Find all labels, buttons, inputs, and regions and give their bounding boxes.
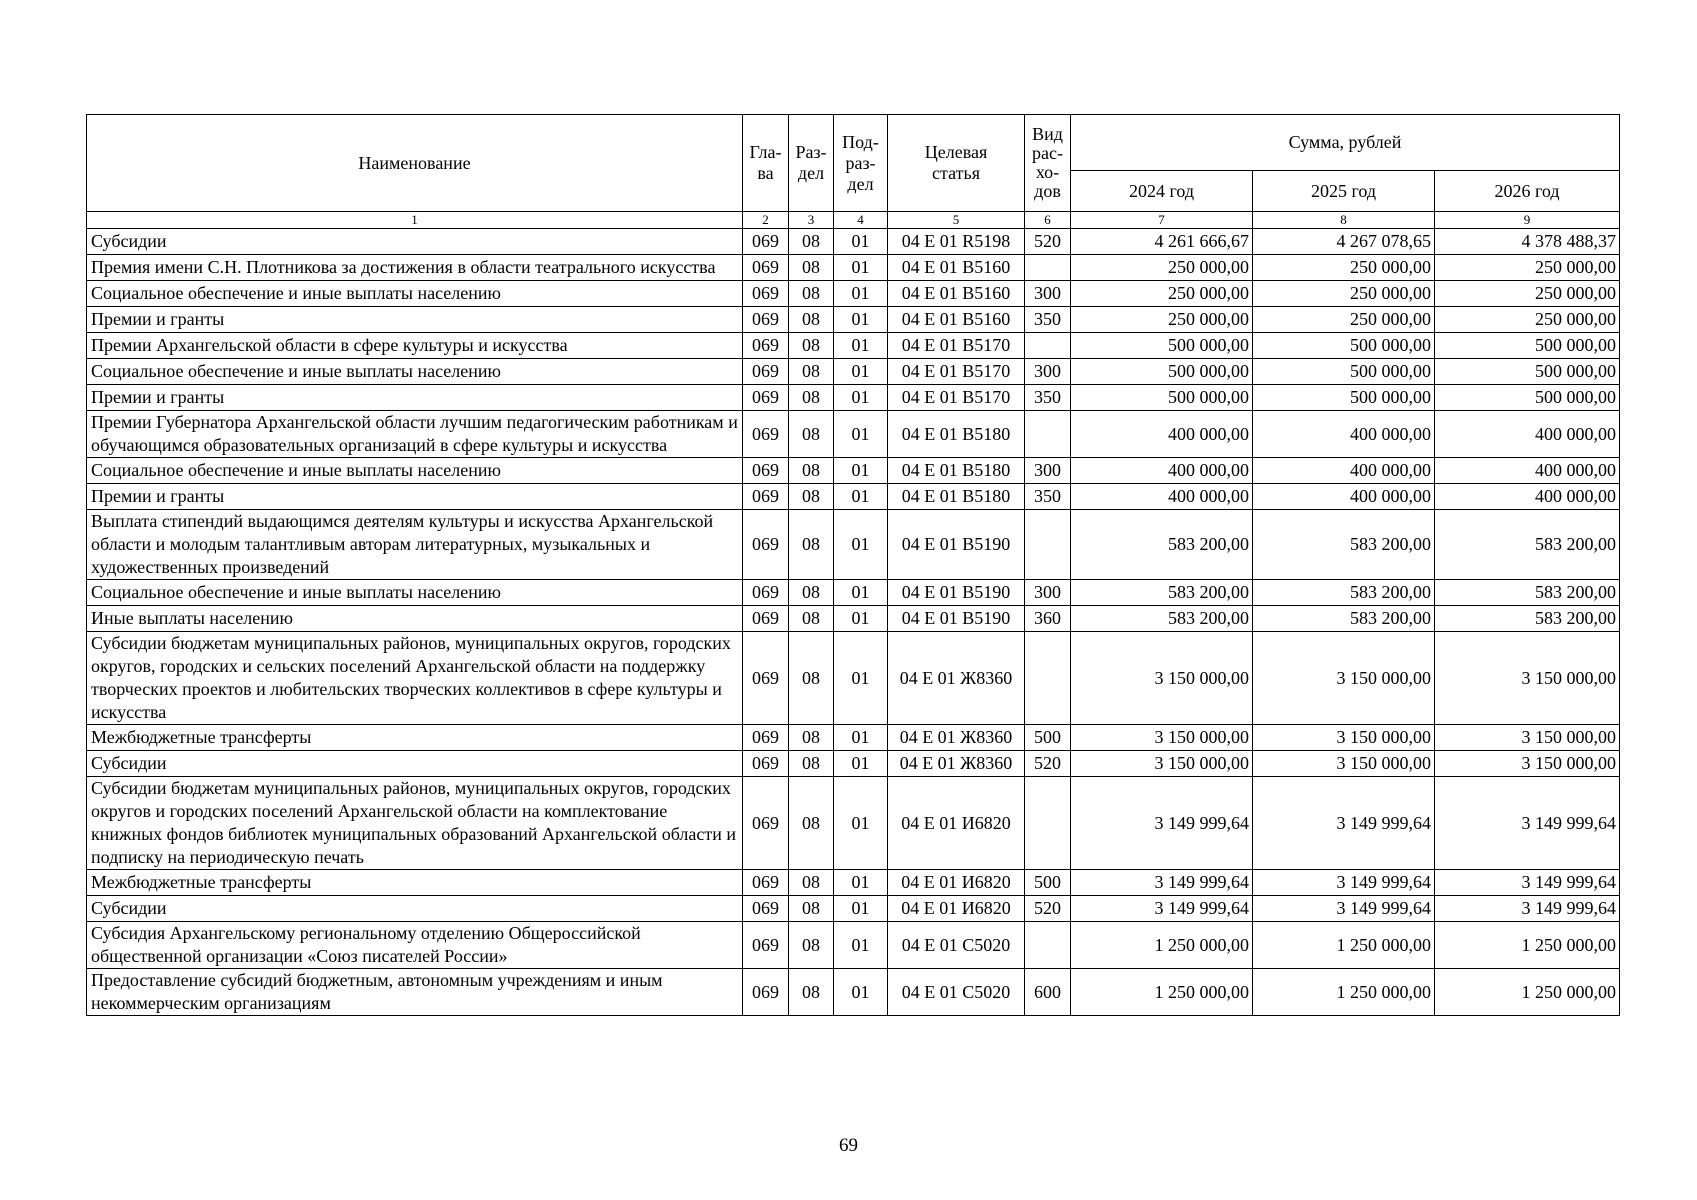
header-2025: 2025 год [1253, 171, 1435, 212]
header-glava: Гла- ва [743, 115, 789, 212]
row-vid [1025, 632, 1071, 725]
header-podrazdel: Под- раз- дел [834, 115, 888, 212]
row-sum-2025: 250 000,00 [1253, 307, 1435, 333]
row-vid: 520 [1025, 751, 1071, 777]
row-celevaya: 04 Е 01 Ж8360 [888, 725, 1025, 751]
row-vid: 300 [1025, 580, 1071, 606]
row-sum-2026: 500 000,00 [1435, 385, 1620, 411]
row-vid: 520 [1025, 229, 1071, 255]
table-row [87, 385, 1620, 411]
row-glava: 069 [743, 510, 789, 580]
row-podrazdel: 01 [834, 580, 888, 606]
table-row [87, 632, 1620, 725]
row-sum-2026: 400 000,00 [1435, 484, 1620, 510]
row-razdel: 08 [789, 484, 834, 510]
row-razdel: 08 [789, 777, 834, 870]
table-row [87, 777, 1620, 870]
row-sum-2024: 1 250 000,00 [1071, 969, 1253, 1016]
column-number: 2 [743, 212, 789, 229]
row-glava: 069 [743, 777, 789, 870]
row-vid: 350 [1025, 307, 1071, 333]
row-glava: 069 [743, 229, 789, 255]
row-podrazdel: 01 [834, 385, 888, 411]
row-glava: 069 [743, 870, 789, 896]
row-sum-2026: 583 200,00 [1435, 510, 1620, 580]
row-razdel: 08 [789, 751, 834, 777]
row-name: Субсидии бюджетам муниципальных районов, муниципальных округов, городских округов и городских поселений Архангельской области на комплектование книжных фондов библиотек муниципальных образований Архангельской области и подписку на периодическую печать [87, 777, 743, 870]
row-podrazdel: 01 [834, 411, 888, 458]
row-glava: 069 [743, 632, 789, 725]
row-sum-2025: 3 150 000,00 [1253, 725, 1435, 751]
row-glava: 069 [743, 458, 789, 484]
row-sum-2024: 500 000,00 [1071, 385, 1253, 411]
row-sum-2025: 400 000,00 [1253, 411, 1435, 458]
header-name: Наименование [87, 115, 743, 212]
row-name: Премии Губернатора Архангельской области лучшим педагогическим работникам и обучающимся образовательных организаций в сфере культуры и искусства [87, 411, 743, 458]
row-glava: 069 [743, 606, 789, 632]
row-celevaya: 04 Е 01 И6820 [888, 870, 1025, 896]
row-glava: 069 [743, 751, 789, 777]
table-row [87, 870, 1620, 896]
row-celevaya: 04 Е 01 В5180 [888, 458, 1025, 484]
row-podrazdel: 01 [834, 281, 888, 307]
table-row [87, 359, 1620, 385]
row-name: Субсидии [87, 751, 743, 777]
row-glava: 069 [743, 411, 789, 458]
row-celevaya: 04 Е 01 В5170 [888, 359, 1025, 385]
table-body [87, 229, 1620, 1016]
row-razdel: 08 [789, 281, 834, 307]
row-sum-2026: 500 000,00 [1435, 333, 1620, 359]
row-sum-2025: 500 000,00 [1253, 333, 1435, 359]
header-2024: 2024 год [1071, 171, 1253, 212]
row-razdel: 08 [789, 307, 834, 333]
table-row [87, 333, 1620, 359]
row-razdel: 08 [789, 632, 834, 725]
table-row [87, 255, 1620, 281]
table-row [87, 969, 1620, 1016]
row-sum-2024: 3 149 999,64 [1071, 777, 1253, 870]
row-sum-2026: 400 000,00 [1435, 458, 1620, 484]
row-vid: 500 [1025, 725, 1071, 751]
row-vid [1025, 411, 1071, 458]
row-sum-2025: 3 149 999,64 [1253, 870, 1435, 896]
row-celevaya: 04 Е 01 В5160 [888, 255, 1025, 281]
row-celevaya: 04 Е 01 В5160 [888, 281, 1025, 307]
row-name: Межбюджетные трансферты [87, 870, 743, 896]
row-razdel: 08 [789, 725, 834, 751]
row-vid: 360 [1025, 606, 1071, 632]
row-vid: 300 [1025, 458, 1071, 484]
row-razdel: 08 [789, 606, 834, 632]
row-podrazdel: 01 [834, 484, 888, 510]
row-celevaya: 04 Е 01 С5020 [888, 969, 1025, 1016]
table-row [87, 922, 1620, 969]
column-number: 4 [834, 212, 888, 229]
table-row [87, 229, 1620, 255]
row-vid [1025, 510, 1071, 580]
row-sum-2024: 3 150 000,00 [1071, 751, 1253, 777]
row-sum-2024: 583 200,00 [1071, 510, 1253, 580]
row-sum-2026: 3 149 999,64 [1435, 777, 1620, 870]
row-name: Иные выплаты населению [87, 606, 743, 632]
row-sum-2024: 400 000,00 [1071, 411, 1253, 458]
row-name: Социальное обеспечение и иные выплаты населению [87, 580, 743, 606]
row-sum-2026: 250 000,00 [1435, 281, 1620, 307]
row-celevaya: 04 Е 01 В5180 [888, 484, 1025, 510]
row-podrazdel: 01 [834, 896, 888, 922]
row-glava: 069 [743, 969, 789, 1016]
row-glava: 069 [743, 281, 789, 307]
row-sum-2025: 583 200,00 [1253, 580, 1435, 606]
row-sum-2024: 250 000,00 [1071, 281, 1253, 307]
row-vid: 350 [1025, 484, 1071, 510]
row-vid: 300 [1025, 281, 1071, 307]
row-glava: 069 [743, 922, 789, 969]
row-razdel: 08 [789, 896, 834, 922]
row-name: Социальное обеспечение и иные выплаты населению [87, 281, 743, 307]
row-sum-2025: 400 000,00 [1253, 458, 1435, 484]
row-sum-2024: 400 000,00 [1071, 458, 1253, 484]
table-row [87, 725, 1620, 751]
row-podrazdel: 01 [834, 333, 888, 359]
row-vid [1025, 922, 1071, 969]
row-sum-2024: 3 150 000,00 [1071, 725, 1253, 751]
row-sum-2026: 400 000,00 [1435, 411, 1620, 458]
row-razdel: 08 [789, 229, 834, 255]
row-name: Выплата стипендий выдающимся деятелям культуры и искусства Архангельской области и молодым талантливым авторам литературных, музыкальных и художественных произведений [87, 510, 743, 580]
row-sum-2025: 500 000,00 [1253, 359, 1435, 385]
row-podrazdel: 01 [834, 255, 888, 281]
row-glava: 069 [743, 385, 789, 411]
row-name: Субсидии бюджетам муниципальных районов, муниципальных округов, городских округов, городских и сельских поселений Архангельской области на поддержку творческих проектов и любительских творческих коллективов в сфере культуры и искусства [87, 632, 743, 725]
row-sum-2026: 3 150 000,00 [1435, 751, 1620, 777]
row-sum-2026: 1 250 000,00 [1435, 922, 1620, 969]
table-row [87, 411, 1620, 458]
column-number: 6 [1025, 212, 1071, 229]
row-razdel: 08 [789, 922, 834, 969]
row-sum-2024: 250 000,00 [1071, 255, 1253, 281]
row-sum-2026: 3 149 999,64 [1435, 896, 1620, 922]
row-sum-2024: 500 000,00 [1071, 333, 1253, 359]
row-sum-2024: 400 000,00 [1071, 484, 1253, 510]
row-sum-2025: 1 250 000,00 [1253, 969, 1435, 1016]
row-sum-2025: 400 000,00 [1253, 484, 1435, 510]
row-name: Премии и гранты [87, 385, 743, 411]
row-sum-2024: 500 000,00 [1071, 359, 1253, 385]
row-celevaya: 04 Е 01 С5020 [888, 922, 1025, 969]
row-sum-2026: 3 149 999,64 [1435, 870, 1620, 896]
row-celevaya: 04 Е 01 Ж8360 [888, 751, 1025, 777]
row-razdel: 08 [789, 385, 834, 411]
row-glava: 069 [743, 307, 789, 333]
row-glava: 069 [743, 333, 789, 359]
row-razdel: 08 [789, 411, 834, 458]
header-vid: Вид рас- хо- дов [1025, 115, 1071, 212]
row-podrazdel: 01 [834, 307, 888, 333]
row-sum-2026: 583 200,00 [1435, 606, 1620, 632]
row-glava: 069 [743, 359, 789, 385]
row-razdel: 08 [789, 969, 834, 1016]
column-number: 1 [87, 212, 743, 229]
header-summa: Сумма, рублей [1071, 115, 1620, 171]
row-sum-2024: 1 250 000,00 [1071, 922, 1253, 969]
row-vid [1025, 333, 1071, 359]
row-vid: 500 [1025, 870, 1071, 896]
header-2026: 2026 год [1435, 171, 1620, 212]
row-vid: 600 [1025, 969, 1071, 1016]
column-number: 9 [1435, 212, 1620, 229]
row-sum-2026: 4 378 488,37 [1435, 229, 1620, 255]
row-vid: 300 [1025, 359, 1071, 385]
table-row [87, 751, 1620, 777]
row-podrazdel: 01 [834, 870, 888, 896]
row-sum-2026: 583 200,00 [1435, 580, 1620, 606]
row-sum-2026: 500 000,00 [1435, 359, 1620, 385]
column-number-row [87, 212, 1620, 229]
row-celevaya: 04 Е 01 И6820 [888, 896, 1025, 922]
row-podrazdel: 01 [834, 359, 888, 385]
row-name: Премии и гранты [87, 484, 743, 510]
row-podrazdel: 01 [834, 922, 888, 969]
row-podrazdel: 01 [834, 510, 888, 580]
row-glava: 069 [743, 725, 789, 751]
row-sum-2025: 250 000,00 [1253, 255, 1435, 281]
row-podrazdel: 01 [834, 725, 888, 751]
budget-table [86, 114, 1620, 1016]
column-number: 3 [789, 212, 834, 229]
row-podrazdel: 01 [834, 632, 888, 725]
column-number: 7 [1071, 212, 1253, 229]
row-podrazdel: 01 [834, 777, 888, 870]
table-row [87, 580, 1620, 606]
row-name: Межбюджетные трансферты [87, 725, 743, 751]
row-name: Социальное обеспечение и иные выплаты населению [87, 359, 743, 385]
row-razdel: 08 [789, 333, 834, 359]
row-vid [1025, 255, 1071, 281]
row-sum-2026: 3 150 000,00 [1435, 725, 1620, 751]
header-razdel: Раз- дел [789, 115, 834, 212]
row-sum-2024: 3 150 000,00 [1071, 632, 1253, 725]
row-razdel: 08 [789, 359, 834, 385]
row-sum-2024: 583 200,00 [1071, 606, 1253, 632]
row-sum-2024: 4 261 666,67 [1071, 229, 1253, 255]
row-razdel: 08 [789, 510, 834, 580]
row-name: Предоставление субсидий бюджетным, автономным учреждениям и иным некоммерческим организациям [87, 969, 743, 1016]
row-vid: 520 [1025, 896, 1071, 922]
row-sum-2025: 250 000,00 [1253, 281, 1435, 307]
table-row [87, 896, 1620, 922]
table-row [87, 484, 1620, 510]
row-celevaya: 04 Е 01 В5190 [888, 510, 1025, 580]
row-celevaya: 04 Е 01 В5160 [888, 307, 1025, 333]
row-celevaya: 04 Е 01 В5170 [888, 333, 1025, 359]
row-podrazdel: 01 [834, 751, 888, 777]
table-row [87, 510, 1620, 580]
row-sum-2025: 4 267 078,65 [1253, 229, 1435, 255]
row-celevaya: 04 Е 01 И6820 [888, 777, 1025, 870]
header-celevaya: Целевая статья [888, 115, 1025, 212]
row-name: Субсидии [87, 896, 743, 922]
row-sum-2025: 583 200,00 [1253, 606, 1435, 632]
row-sum-2025: 1 250 000,00 [1253, 922, 1435, 969]
row-sum-2026: 1 250 000,00 [1435, 969, 1620, 1016]
row-celevaya: 04 Е 01 R5198 [888, 229, 1025, 255]
row-glava: 069 [743, 255, 789, 281]
row-celevaya: 04 Е 01 В5170 [888, 385, 1025, 411]
row-sum-2024: 3 149 999,64 [1071, 870, 1253, 896]
row-sum-2026: 250 000,00 [1435, 255, 1620, 281]
row-sum-2025: 583 200,00 [1253, 510, 1435, 580]
row-podrazdel: 01 [834, 606, 888, 632]
row-sum-2025: 500 000,00 [1253, 385, 1435, 411]
row-glava: 069 [743, 484, 789, 510]
row-razdel: 08 [789, 255, 834, 281]
column-number: 8 [1253, 212, 1435, 229]
row-sum-2024: 3 149 999,64 [1071, 896, 1253, 922]
row-name: Премии и гранты [87, 307, 743, 333]
row-sum-2025: 3 149 999,64 [1253, 777, 1435, 870]
table-row [87, 281, 1620, 307]
row-podrazdel: 01 [834, 229, 888, 255]
row-podrazdel: 01 [834, 969, 888, 1016]
row-sum-2024: 250 000,00 [1071, 307, 1253, 333]
row-glava: 069 [743, 580, 789, 606]
row-razdel: 08 [789, 580, 834, 606]
row-celevaya: 04 Е 01 В5190 [888, 606, 1025, 632]
row-celevaya: 04 Е 01 В5190 [888, 580, 1025, 606]
row-name: Субсидии [87, 229, 743, 255]
row-celevaya: 04 Е 01 В5180 [888, 411, 1025, 458]
row-vid: 350 [1025, 385, 1071, 411]
row-sum-2025: 3 150 000,00 [1253, 632, 1435, 725]
row-sum-2026: 250 000,00 [1435, 307, 1620, 333]
row-sum-2025: 3 149 999,64 [1253, 896, 1435, 922]
table-row [87, 458, 1620, 484]
row-name: Социальное обеспечение и иные выплаты населению [87, 458, 743, 484]
row-vid [1025, 777, 1071, 870]
row-celevaya: 04 Е 01 Ж8360 [888, 632, 1025, 725]
row-name: Субсидия Архангельскому региональному отделению Общероссийской общественной организации «Союз писателей России» [87, 922, 743, 969]
row-sum-2026: 3 150 000,00 [1435, 632, 1620, 725]
table-row [87, 606, 1620, 632]
table-row [87, 307, 1620, 333]
row-sum-2024: 583 200,00 [1071, 580, 1253, 606]
page-number: 69 [839, 1135, 858, 1156]
row-podrazdel: 01 [834, 458, 888, 484]
row-name: Премия имени С.Н. Плотникова за достижения в области театрального искусства [87, 255, 743, 281]
column-number: 5 [888, 212, 1025, 229]
row-glava: 069 [743, 896, 789, 922]
row-sum-2025: 3 150 000,00 [1253, 751, 1435, 777]
row-razdel: 08 [789, 870, 834, 896]
row-name: Премии Архангельской области в сфере культуры и искусства [87, 333, 743, 359]
row-razdel: 08 [789, 458, 834, 484]
